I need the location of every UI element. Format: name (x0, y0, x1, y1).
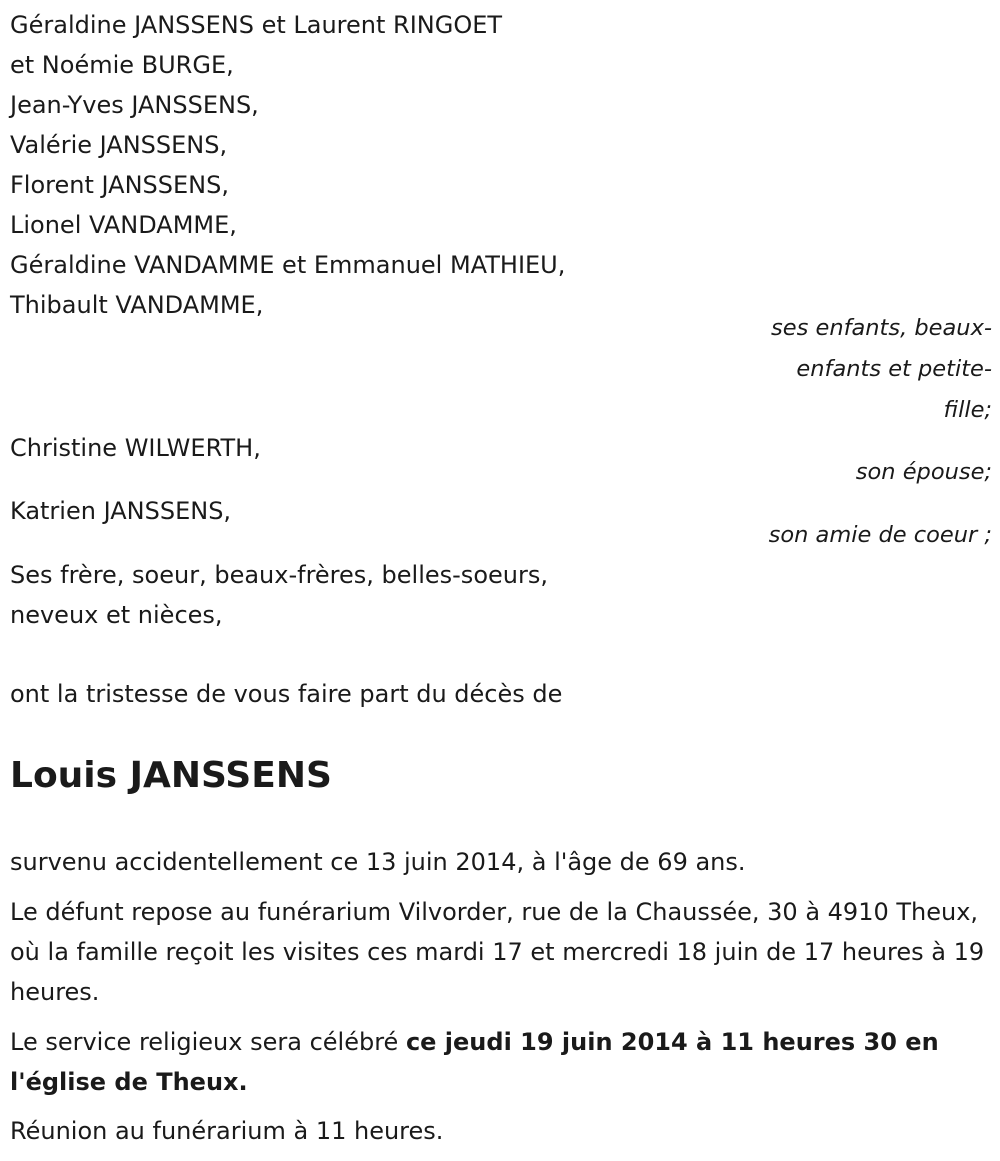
siblings-block (10, 555, 548, 635)
service-intro: Le service religieux sera célébré (10, 1028, 406, 1056)
family-member: Géraldine JANSSENS et Laurent RINGOET (10, 11, 503, 39)
family-member: Thibault VANDAMME, (10, 291, 264, 319)
family-member: Jean-Yves JANSSENS, (10, 91, 259, 119)
service-details: ce jeudi 19 juin 2014 à 11 heures 30 en l'église de Theux. (10, 1028, 939, 1096)
siblings-line: neveux et nièces, (10, 601, 223, 629)
companion-role: son amie de coeur ; (768, 522, 992, 548)
announcement: ont la tristesse de vous faire part du décès de (10, 680, 563, 708)
siblings-line: Ses frère, soeur, beaux-frères, belles-soeurs, (10, 561, 548, 589)
family-list (10, 5, 565, 325)
family-member: Valérie JANSSENS, (10, 131, 228, 159)
role-line: ses enfants, beaux- (771, 315, 992, 341)
family-member: et Noémie BURGE, (10, 51, 234, 79)
service-info (10, 1022, 992, 1102)
companion-name: Katrien JANSSENS, (10, 497, 232, 525)
repose-info: Le défunt repose au funérarium Vilvorder, rue de la Chaussée, 30 à 4910 Theux, où la famille reçoit les visites ces mardi 17 et mercredi 18 juin de 17 heures à 19 heures. (10, 898, 985, 1006)
spouse-name: Christine WILWERTH, (10, 434, 261, 462)
role-line: fille; (943, 397, 992, 423)
obituary-notice (10, 0, 992, 1161)
family-member: Géraldine VANDAMME et Emmanuel MATHIEU, (10, 251, 566, 279)
children-role (771, 308, 992, 431)
deceased-name: Louis JANSSENS (10, 755, 332, 796)
family-member: Lionel VANDAMME, (10, 211, 237, 239)
death-info: survenu accidentellement ce 13 juin 2014, à l'âge de 69 ans. (10, 848, 746, 876)
spouse-role: son épouse; (855, 459, 992, 485)
family-member: Florent JANSSENS, (10, 171, 229, 199)
role-line: enfants et petite- (796, 356, 992, 382)
meeting-info: Réunion au funérarium à 11 heures. (10, 1117, 444, 1145)
